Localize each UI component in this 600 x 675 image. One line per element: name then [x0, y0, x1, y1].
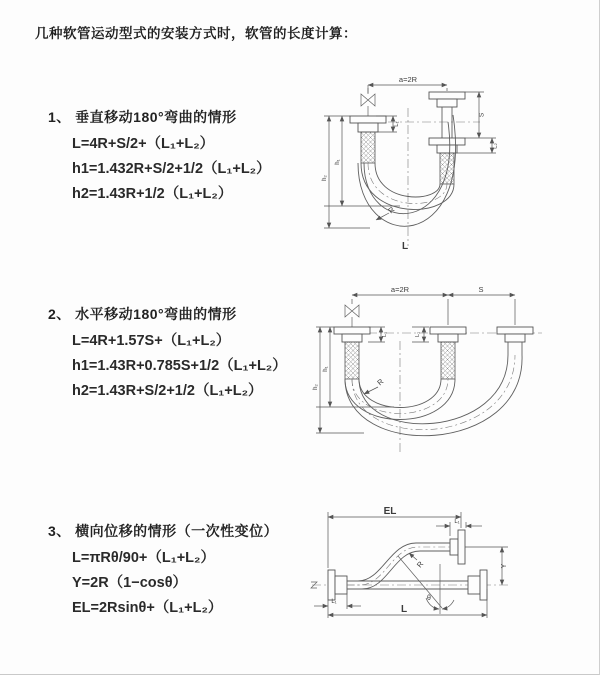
dim-label-s: S [478, 112, 486, 118]
section-lateral-displacement [48, 522, 318, 624]
dim-label-r: R [386, 204, 397, 216]
dim-label-l: L [401, 241, 409, 252]
formula-l: L=4R+1.57S+（L₁+L₂） [72, 333, 231, 349]
dim-label-theta: θ [427, 595, 431, 602]
section-vertical-movement [48, 108, 318, 210]
s-curve-hose [347, 543, 450, 589]
dim-label-a2r: a=2R [390, 285, 410, 294]
dim-label-el: EL [383, 506, 397, 517]
dim-label-a2r: a=2R [398, 75, 418, 84]
valve-icon [361, 85, 375, 116]
dim-label-y: Y [501, 563, 508, 569]
dim-label-l2: L₂ [492, 143, 499, 149]
radius-leader [376, 205, 397, 220]
dim-label-l: L [400, 604, 408, 615]
diagram-horizontal-180-bend [308, 283, 598, 473]
dim-l1-left [314, 594, 361, 609]
dim-s [448, 285, 515, 295]
section-3-heading: 3、 横向位移的情形（一次性变位） [48, 523, 279, 539]
left-flange-assembly [350, 116, 386, 163]
dim-label-l1: L₁ [331, 599, 337, 605]
formula-l: L=πRθ/90+（L₁+L₂） [72, 550, 215, 566]
diagram-lateral-displacement [300, 502, 530, 642]
radius-leader [364, 377, 386, 394]
diagram-vertical-180-bend [312, 70, 598, 262]
formula-h2: h2=1.43R+1/2（L₁+L₂） [72, 186, 233, 202]
dim-el [328, 506, 461, 568]
dim-l1-left [368, 327, 388, 342]
right-flange-assembly [497, 327, 533, 355]
dim-l1-middle [412, 327, 429, 342]
dim-label-h2: h₂ [313, 384, 319, 390]
section-1-heading: 1、 垂直移动180°弯曲的情形 [48, 109, 237, 125]
dim-label-l1: L₁ [454, 519, 460, 525]
formula-h1: h1=1.432R+S/2+1/2（L₁+L₂） [72, 161, 271, 177]
displaced-flange-assembly [450, 530, 465, 564]
left-flange-assembly [328, 570, 347, 600]
dim-label-s: S [478, 285, 484, 294]
dim-a2r [352, 285, 515, 325]
formula-h2: h2=1.43R+S/2+1/2（L₁+L₂） [72, 383, 263, 399]
formula-l: L=4R+S/2+（L₁+L₂） [72, 136, 215, 152]
right-flange-assembly [468, 570, 487, 600]
middle-flange-assembly [430, 327, 466, 379]
section-2-heading: 2、 水平移动180°弯曲的情形 [48, 306, 237, 322]
page-title: 几种软管运动型式的安装方式时，软管的长度计算： [35, 26, 357, 41]
dim-label-h1: h₁ [335, 159, 341, 165]
formula-y: Y=2R（1−cosθ） [72, 575, 188, 591]
hose-curves-shifted [345, 355, 522, 436]
dim-a2r [368, 75, 447, 93]
formula-el: EL=2Rsinθ+（L₁+L₂） [72, 600, 223, 616]
formula-h1: h1=1.43R+0.785S+1/2（L₁+L₂） [72, 358, 287, 374]
left-flange-assembly [334, 327, 370, 379]
dim-label-r: R [414, 559, 426, 570]
radius-leader [409, 553, 426, 569]
dim-l [328, 589, 487, 618]
dim-s [465, 92, 496, 138]
dim-label-l1: L₁ [382, 332, 388, 337]
dim-label-h2: h₂ [322, 175, 328, 181]
valve-icon [345, 305, 359, 327]
dim-label-r: R [375, 376, 386, 388]
dim-label-l1: L₁ [415, 332, 421, 337]
section-horizontal-movement [48, 305, 318, 407]
dim-label-l1: L₁ [394, 121, 400, 127]
dim-label-h1: h₁ [323, 366, 329, 372]
